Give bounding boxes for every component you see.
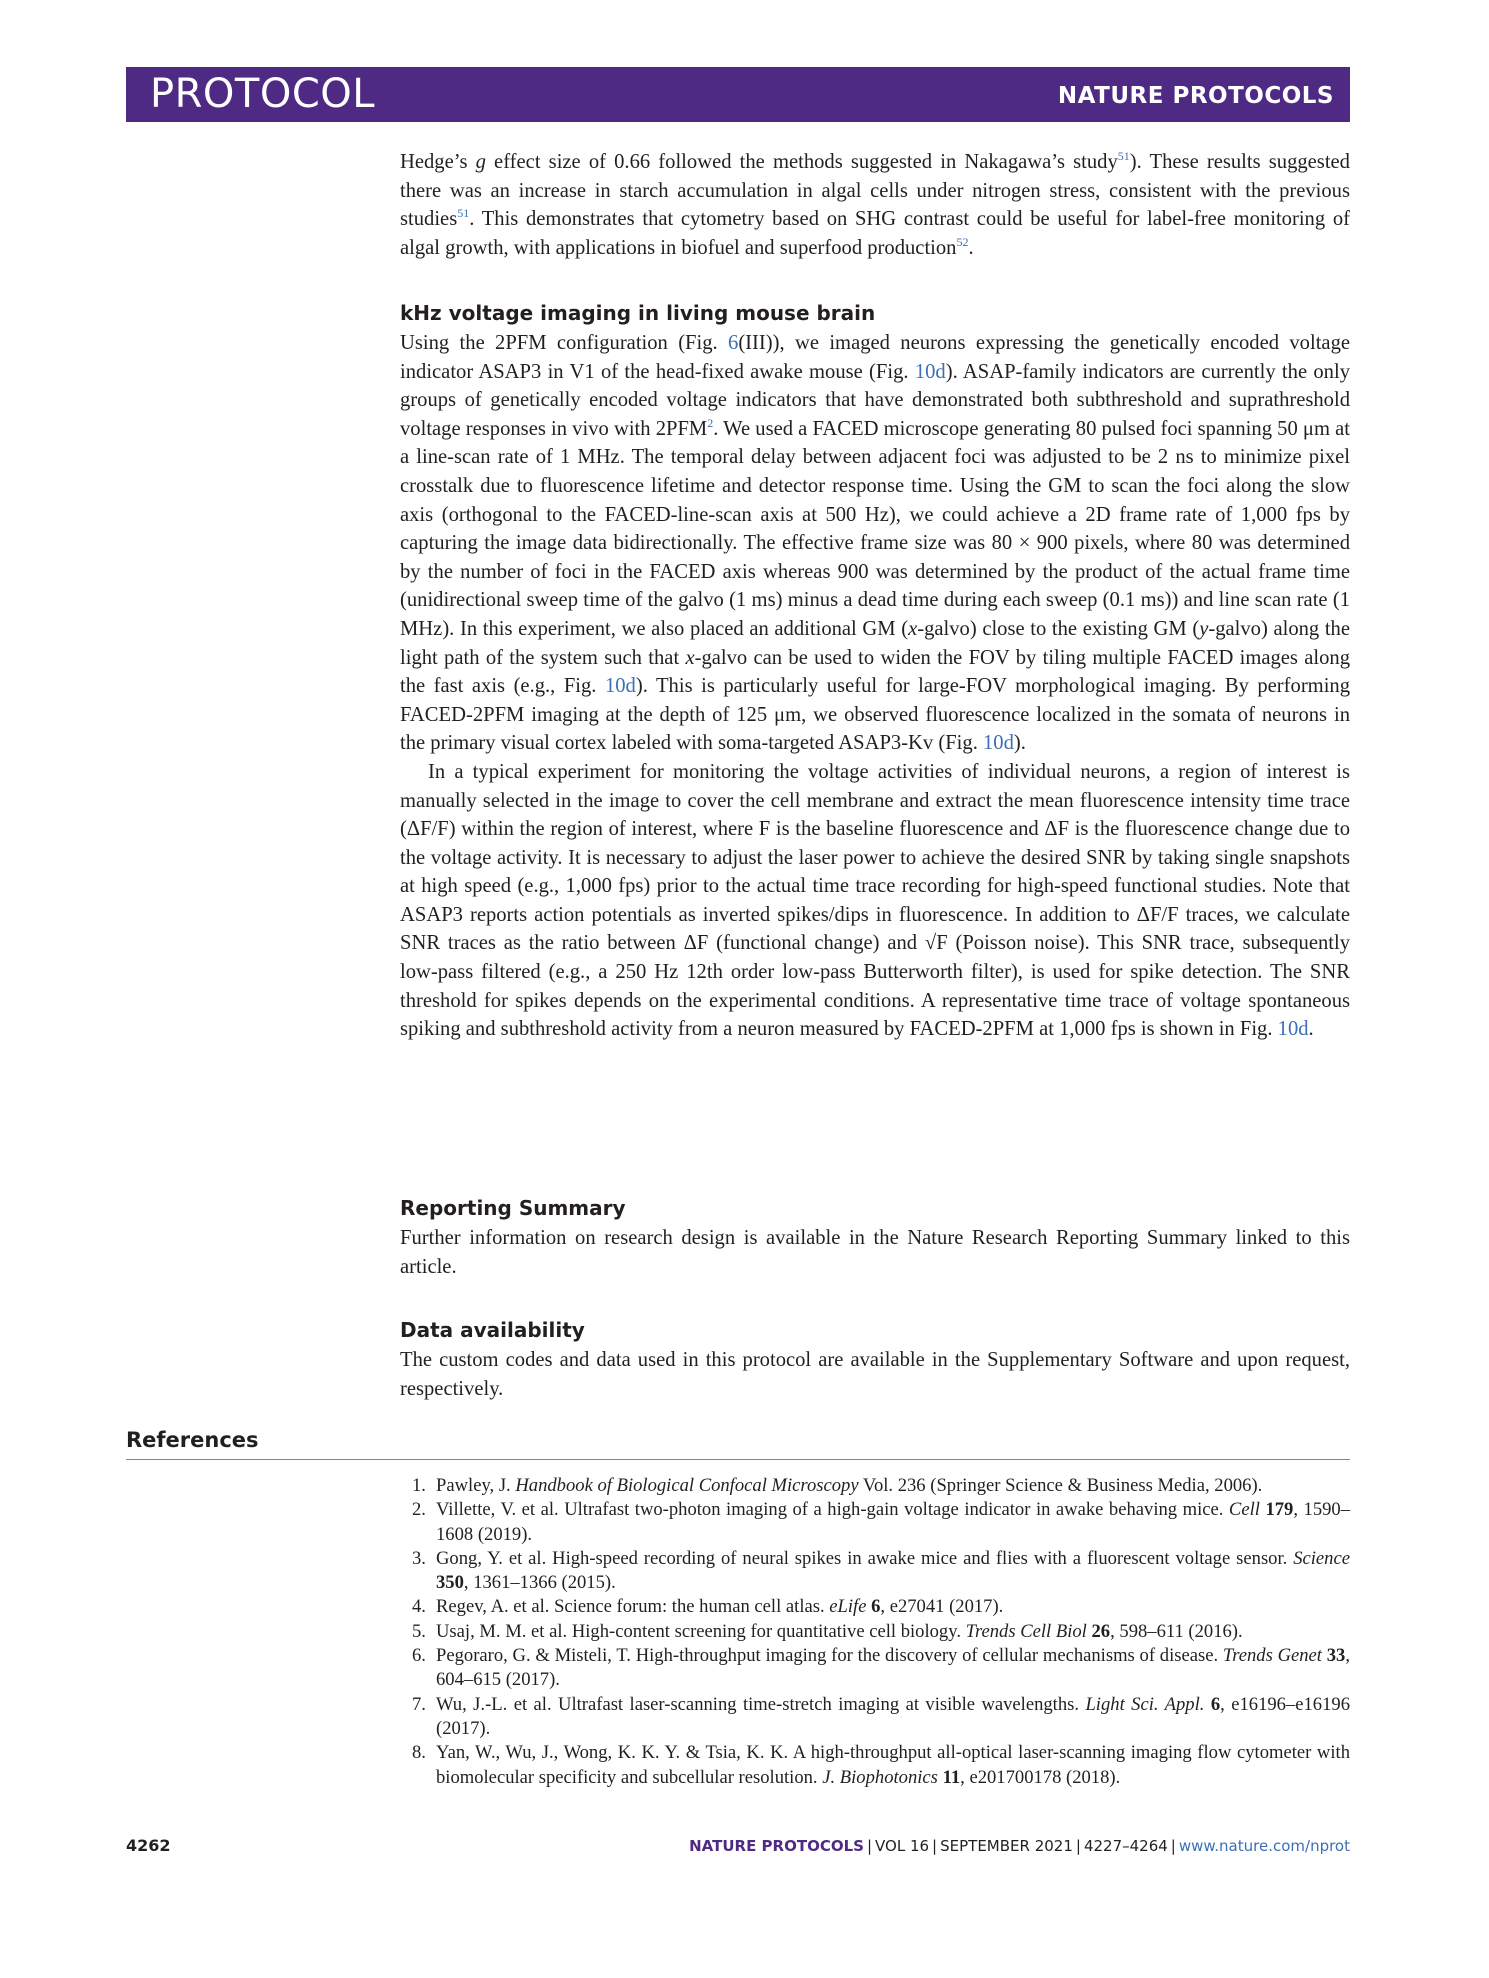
footer-date: SEPTEMBER 2021 <box>940 1837 1073 1855</box>
section-heading-voltage-imaging: kHz voltage imaging in living mouse brain <box>400 301 876 325</box>
figure-link[interactable]: 6 <box>728 332 739 354</box>
reference-item: 6. Pegoraro, G. & Misteli, T. High-throughput imaging for the discovery of cellular mechanisms of disease. Trends Genet 33, 604–615 (2017). <box>412 1645 1350 1691</box>
citation-link[interactable]: 2 <box>707 415 714 430</box>
figure-link[interactable]: 10d <box>604 675 636 698</box>
section-heading-reporting: Reporting Summary <box>400 1196 626 1220</box>
reporting-text: Further information on research design is available in the Nature Research Reporting Summary linked to this article. <box>400 1227 1350 1278</box>
reference-item: 1. Pawley, J. Handbook of Biological Confocal Microscopy Vol. 236 (Springer Science & Business Media, 2006). <box>412 1475 1263 1496</box>
availability-text: The custom codes and data used in this protocol are available in the Supplementary Software and upon request, respectively. <box>400 1349 1350 1400</box>
journal-header-bar <box>126 67 1350 122</box>
section-body-voltage-imaging <box>400 329 1350 1044</box>
citation-link[interactable]: 51 <box>1117 149 1130 164</box>
footer-volume: VOL 16 <box>875 1837 930 1855</box>
figure-link[interactable]: 10d <box>983 732 1014 755</box>
journal-name: NATURE PROTOCOLS <box>1057 83 1334 109</box>
figure-link[interactable]: 10d <box>914 360 946 383</box>
footer-url-link[interactable]: www.nature.com/nprot <box>1178 1837 1350 1855</box>
reference-item: 5. Usaj, M. M. et al. High-content screening for quantitative cell biology. Trends Cell Biol 26, 598–611 (2016). <box>412 1620 1243 1642</box>
footer-pages: 4227–4264 <box>1083 1837 1168 1855</box>
reference-list <box>400 1474 1350 1790</box>
footer-journal: NATURE PROTOCOLS <box>689 1837 864 1855</box>
reference-item: 4. Regev, A. et al. Science forum: the human cell atlas. eLife 6, e27041 (2017). <box>412 1596 1004 1618</box>
page-number: 4262 <box>126 1836 171 1855</box>
journal-footer: NATURE PROTOCOLS | VOL 16 | SEPTEMBER 2021 | 4227–4264 | www.nature.com/nprot <box>689 1837 1350 1855</box>
reference-item: 8. Yan, W., Wu, J., Wong, K. K. Y. & Tsia, K. K. A high-throughput all-optical laser-scanning imaging flow cytometer with biomolecular specificity and subcellular resolution. J. Biophotonics 11, e201700178 (2018). <box>412 1742 1350 1788</box>
section-heading-data-availability: Data availability <box>400 1318 585 1342</box>
references-divider <box>126 1459 1350 1460</box>
section-label: PROTOCOL <box>150 71 376 117</box>
reference-item: 3. Gong, Y. et al. High-speed recording of neural spikes in awake mice and flies with a fluorescent voltage sensor. Science 350, 1361–1366 (2015). <box>412 1547 1350 1594</box>
references-heading: References <box>126 1428 259 1452</box>
citation-link[interactable]: 51 <box>457 206 470 221</box>
intro-paragraph: Hedge’s g effect size of 0.66 followed the methods suggested in Nakagawa’s study$^{51}$). These results suggested there was an increase in starch accumulation in algal cells under nitrogen stress, consistent with the previous studies$^{51}$. This demonstrates that cytometry based on SHG contrast could be useful for label-free monitoring of algal growth, with applications in biofuel and superfood production$^{52}$. <box>400 149 1350 259</box>
reference-item: 2. Villette, V. et al. Ultrafast two-photon imaging of a high-gain voltage indicator in awake behaving mice. Cell 179, 1590–1608 (2019). <box>412 1499 1350 1545</box>
citation-link[interactable]: 52 <box>956 234 969 249</box>
paragraph: In a typical experiment for monitoring the voltage activities of individual neurons, a region of interest is manually selected in the image to cover the cell membrane and extract the mean fluorescence intensity time trace (ΔF/F) within the region of interest, where F is the baseline fluorescence and ΔF is the fluorescence change due to the voltage activity. It is necessary to adjust the laser power to achieve the desired SNR by taking single snapshots at high speed (e.g., 1,000 fps) prior to the actual time trace recording for high-speed functional studies. Note that ASAP3 reports action potentials as inverted spikes/dips in fluorescence. In addition to ΔF/F traces, we calculate SNR traces as the ratio between ΔF (functional change) and √F (Poisson noise). This SNR trace, subsequently low-pass filtered (e.g., a 250 Hz 12th order low-pass Butterworth filter), is used for spike detection. The SNR threshold for spikes depends on the experimental conditions. A representative time trace of voltage spontaneous spiking and subthreshold activity from a neuron measured by FACED-2PFM at 1,000 fps is shown in Fig. 10d. <box>400 760 1350 1041</box>
paragraph: Using the 2PFM configuration (Fig. 6(III)), we imaged neurons expressing the genetically encoded voltage indicator ASAP3 in V1 of the head-fixed awake mouse (Fig. 10d). ASAP-family indicators are currently the only groups of genetically encoded voltage indicators that have demonstrated both subthreshold and suprathreshold voltage responses in vivo with 2PFM$^2$. We used a FACED microscope generating 80 pulsed foci spanning 50 μm at a line-scan rate of 1 MHz. The temporal delay between adjacent foci was adjusted to be 2 ns to minimize pixel crosstalk due to fluorescence lifetime and detector response time. Using the GM to scan the foci along the slow axis (orthogonal to the FACED-line-scan axis at 500 Hz), we could achieve a 2D frame rate of 1,000 fps by capturing the image data bidirectionally. The effective frame size was 80 × 900 pixels, where 80 was determined by the number of foci in the FACED axis whereas 900 was determined by the product of the actual frame time (unidirectional sweep time of the galvo (1 ms) minus a dead time during each sweep (0.1 ms)) and line scan rate (1 MHz). In this experiment, we also placed an additional GM (x-galvo) close to the existing GM (y-galvo) along the light path of the system such that x-galvo can be used to widen the FOV by tiling multiple FACED images along the fast axis (e.g., Fig. 10d). This is particularly useful for large-FOV morphological imaging. By performing FACED-2PFM imaging at the depth of 125 μm, we observed fluorescence localized in the somata of neurons in the primary visual cortex labeled with soma-targeted ASAP3-Kv (Fig. 10d). <box>400 332 1351 755</box>
figure-link[interactable]: 10d <box>1277 1018 1309 1041</box>
reference-item: 7. Wu, J.-L. et al. Ultrafast laser-scanning time-stretch imaging at visible wavelengths. Light Sci. Appl. 6, e16196–e16196 (2017). <box>412 1693 1350 1739</box>
